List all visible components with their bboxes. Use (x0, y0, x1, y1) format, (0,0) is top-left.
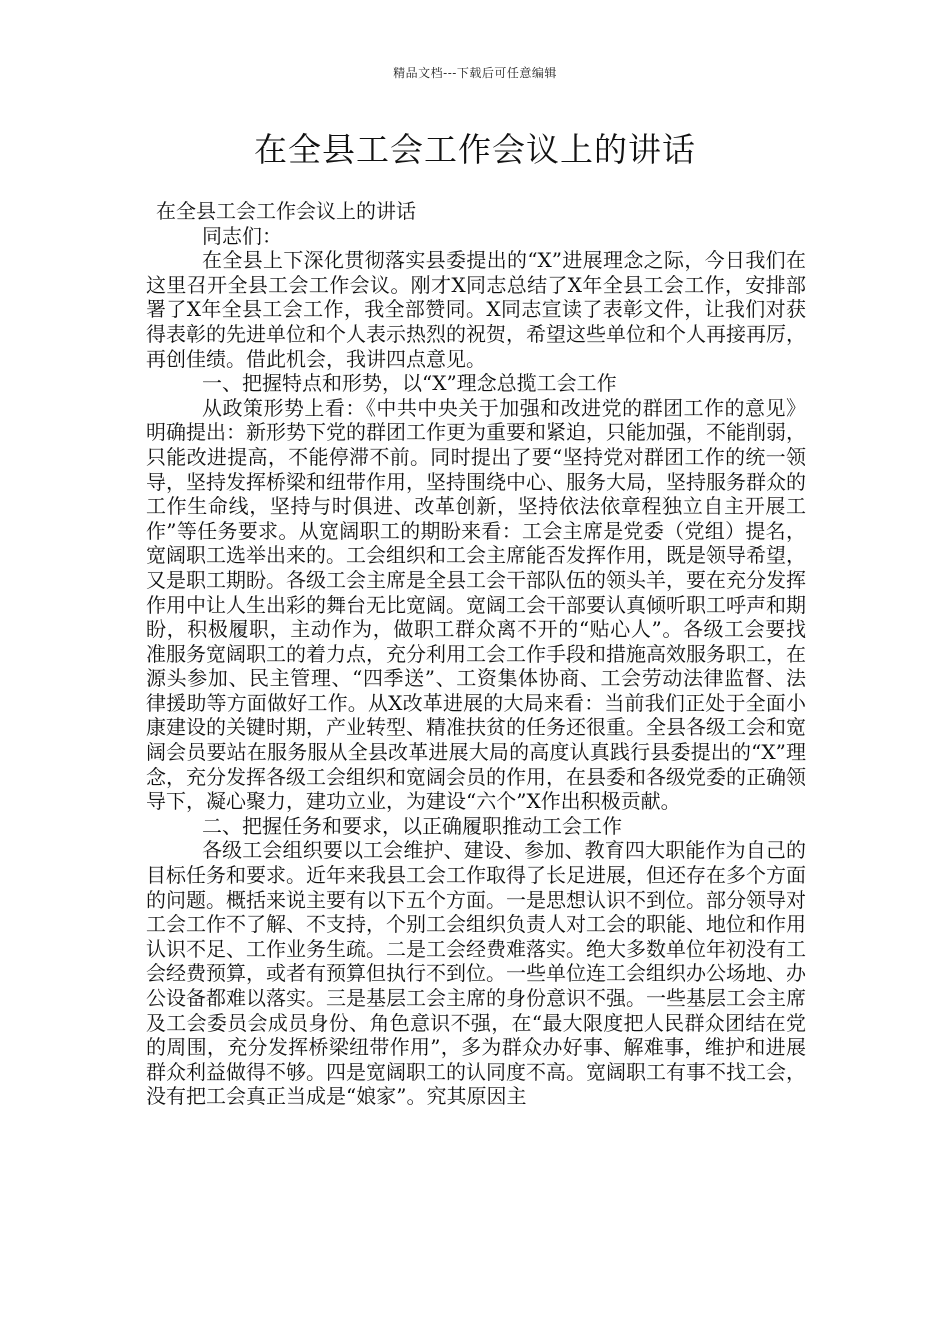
document-subtitle: 在全县工会工作会议上的讲话 (156, 199, 416, 223)
paragraph-section-2: 各级工会组织要以工会维护、建设、参加、教育四大职能作为自己的目标任务和要求。近年来我县工会工作取得了长足进展，但还存在多个方面的问题。概括来说主要有以下五个方面。一是思想认识不到位。部分领导对工会工作不了解、不支持，个别工会组织负责人对工会的职能、地位和作用认识不足、工作业务生疏。二是工会经费难落实。绝大多数单位年初没有工会经费预算，或者有预算但执行不到位。一些单位连工会组织办公场地、办公设备都难以落实。三是基层工会主席的身份意识不强。一些基层工会主席及工会委员会成员身份、角色意识不强，在“最大限度把人民群众团结在党的周围，充分发挥桥梁纽带作用”，多为群众办好事、解难事，维护和进展群众利益做得不够。四是宽阔职工的认同度不高。宽阔职工有事不找工会，没有把工会真正当成是“娘家”。究其原因主 (146, 838, 806, 1109)
section-heading-2: 二、把握任务和要求，以正确履职推动工会工作 (202, 813, 622, 838)
paragraph-section-1: 从政策形势上看：《中共中央关于加强和改进党的群团工作的意见》明确提出：新形势下党的群团工作更为重要和紧迫，只能加强，不能削弱，只能改进提高，不能停滞不前。同时提出了要“坚持党对群团工作的统一领导，坚持发挥桥梁和纽带作用，坚持围绕中心、服务大局，坚持服务群众的工作生命线，坚持与时俱进、改革创新，坚持依法依章程独立自主开展工作”等任务要求。从宽阔职工的期盼来看：工会主席是党委（党组）提名，宽阔职工选举出来的。工会组织和工会主席能否发挥作用，既是领导希望，又是职工期盼。各级工会主席是全县工会干部队伍的领头羊，要在充分发挥作用中让人生出彩的舞台无比宽阔。宽阔工会干部要认真倾听职工呼声和期盼，积极履职，主动作为，做职工群众离不开的“贴心人”。各级工会要找准服务宽阔职工的着力点，充分利用工会工作手段和措施高效服务职工，在源头参加、民主管理、“四季送”、工资集体协商、工会劳动法律监督、法律援助等方面做好工作。从X改革进展的大局来看：当前我们正处于全面小康建设的关键时期，产业转型、精准扶贫的任务还很重。全县各级工会和宽阔会员要站在服务服从全县改革进展大局的高度认真践行县委提出的“X”理念，充分发挥各级工会组织和宽阔会员的作用，在县委和各级党委的正确领导下，凝心聚力，建功立业，为建设“六个”X作出积极贡献。 (146, 395, 806, 814)
salutation: 同志们： (202, 223, 282, 248)
document-body (146, 199, 806, 1109)
header-note: 精品文档---下载后可任意编辑 (393, 66, 557, 80)
document-title: 在全县工会工作会议上的讲话 (254, 130, 696, 169)
paragraph-intro: 在全县上下深化贯彻落实县委提出的“X”进展理念之际，今日我们在这里召开全县工会工作会议。刚才X同志总结了X年全县工会工作，安排部署了X年全县工会工作，我全部赞同。X同志宣读了表彰文件，让我们对获得表彰的先进单位和个人表示热烈的祝贺，希望这些单位和个人再接再厉，再创佳绩。借此机会，我讲四点意见。 (146, 248, 806, 371)
section-heading-1: 一、把握特点和形势，以“X”理念总揽工会工作 (202, 371, 617, 396)
